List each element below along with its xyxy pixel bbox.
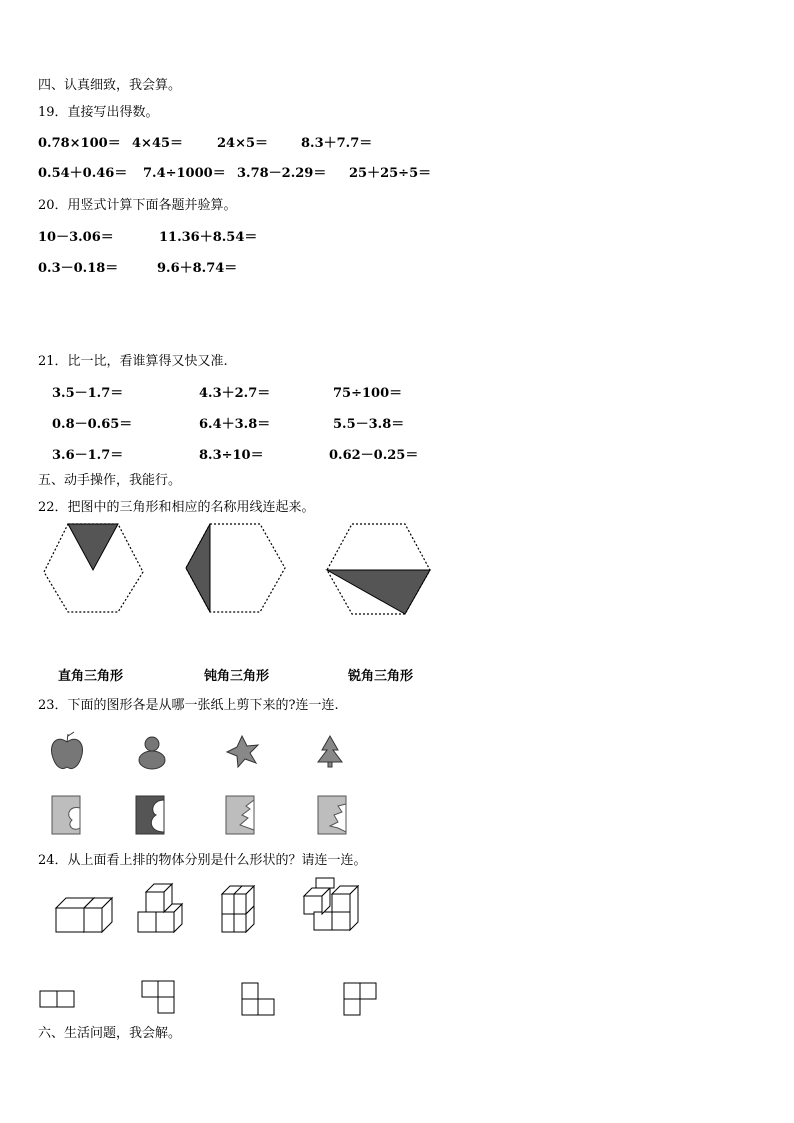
q19-item: 0.78×100＝ (38, 136, 121, 151)
q19-title: 19．直接写出得数。 (38, 105, 159, 120)
q22-label-obtuse-triangle: 钝角三角形 (204, 669, 270, 684)
q21-item: 4.3＋2.7＝ (199, 386, 271, 401)
q21-item: 8.3÷10＝ (199, 448, 264, 463)
q20-title: 20．用竖式计算下面各题并验算。 (38, 198, 237, 213)
q19-item: 25＋25÷5＝ (349, 166, 432, 181)
q24-title: 24．从上面看上排的物体分别是什么形状的？请连一连。 (38, 853, 367, 868)
q19-item: 8.3＋7.7＝ (301, 136, 373, 151)
top-view-1 (40, 991, 74, 1007)
cut-paper-3 (226, 796, 254, 834)
q21-item: 0.62－0.25＝ (329, 448, 419, 463)
q21-item: 3.5－1.7＝ (52, 386, 124, 401)
top-view-4 (344, 983, 376, 1015)
cube-object-3 (222, 886, 254, 932)
q22-label-acute-triangle: 锐角三角形 (348, 669, 414, 684)
flower-shape-icon (227, 736, 258, 767)
cube-object-2 (138, 884, 182, 932)
q19-item: 0.54＋0.46＝ (38, 166, 128, 181)
q21-item: 75÷100＝ (333, 386, 403, 401)
q22-hexagon-2 (186, 524, 285, 612)
q21-title: 21．比一比，看谁算得又快又准. (38, 354, 228, 369)
q20-item: 10－3.06＝ (38, 230, 114, 245)
q21-item: 6.4＋3.8＝ (199, 417, 271, 432)
q20-item: 9.6＋8.74＝ (157, 261, 238, 276)
q19-item: 4×45＝ (132, 136, 184, 151)
q20-item: 0.3－0.18＝ (38, 261, 119, 276)
top-view-2 (142, 981, 174, 1013)
section-5-heading: 五、动手操作，我能行。 (38, 473, 182, 488)
apple-shape-icon (51, 732, 82, 769)
q21-item: 0.8－0.65＝ (52, 417, 133, 432)
q19-item: 24×5＝ (217, 136, 269, 151)
section-4-heading: 四、认真细致，我会算。 (38, 78, 182, 93)
cube-object-1 (56, 898, 112, 932)
cut-paper-4 (318, 796, 346, 834)
cut-paper-1 (52, 796, 80, 834)
q23-title: 23．下面的图形各是从哪一张纸上剪下来的?连一连. (38, 698, 339, 713)
top-view-3 (242, 983, 274, 1015)
section-6-heading: 六、生活问题，我会解。 (38, 1026, 182, 1041)
q20-item: 11.36＋8.54＝ (159, 230, 258, 245)
q22-hexagon-1 (44, 524, 143, 612)
q21-item: 5.5－3.8＝ (333, 417, 405, 432)
q19-item: 7.4÷1000＝ (143, 166, 226, 181)
cut-paper-2 (136, 796, 164, 834)
q22-hexagon-3 (327, 524, 430, 614)
cube-object-4 (304, 878, 358, 930)
gourd-shape-icon (139, 737, 165, 769)
q22-title: 22．把图中的三角形和相应的名称用线连起来。 (38, 500, 315, 515)
q21-item: 3.6－1.7＝ (52, 448, 124, 463)
q22-label-right-triangle: 直角三角形 (58, 669, 124, 684)
q19-item: 3.78－2.29＝ (237, 166, 327, 181)
tree-shape-icon (318, 736, 342, 767)
